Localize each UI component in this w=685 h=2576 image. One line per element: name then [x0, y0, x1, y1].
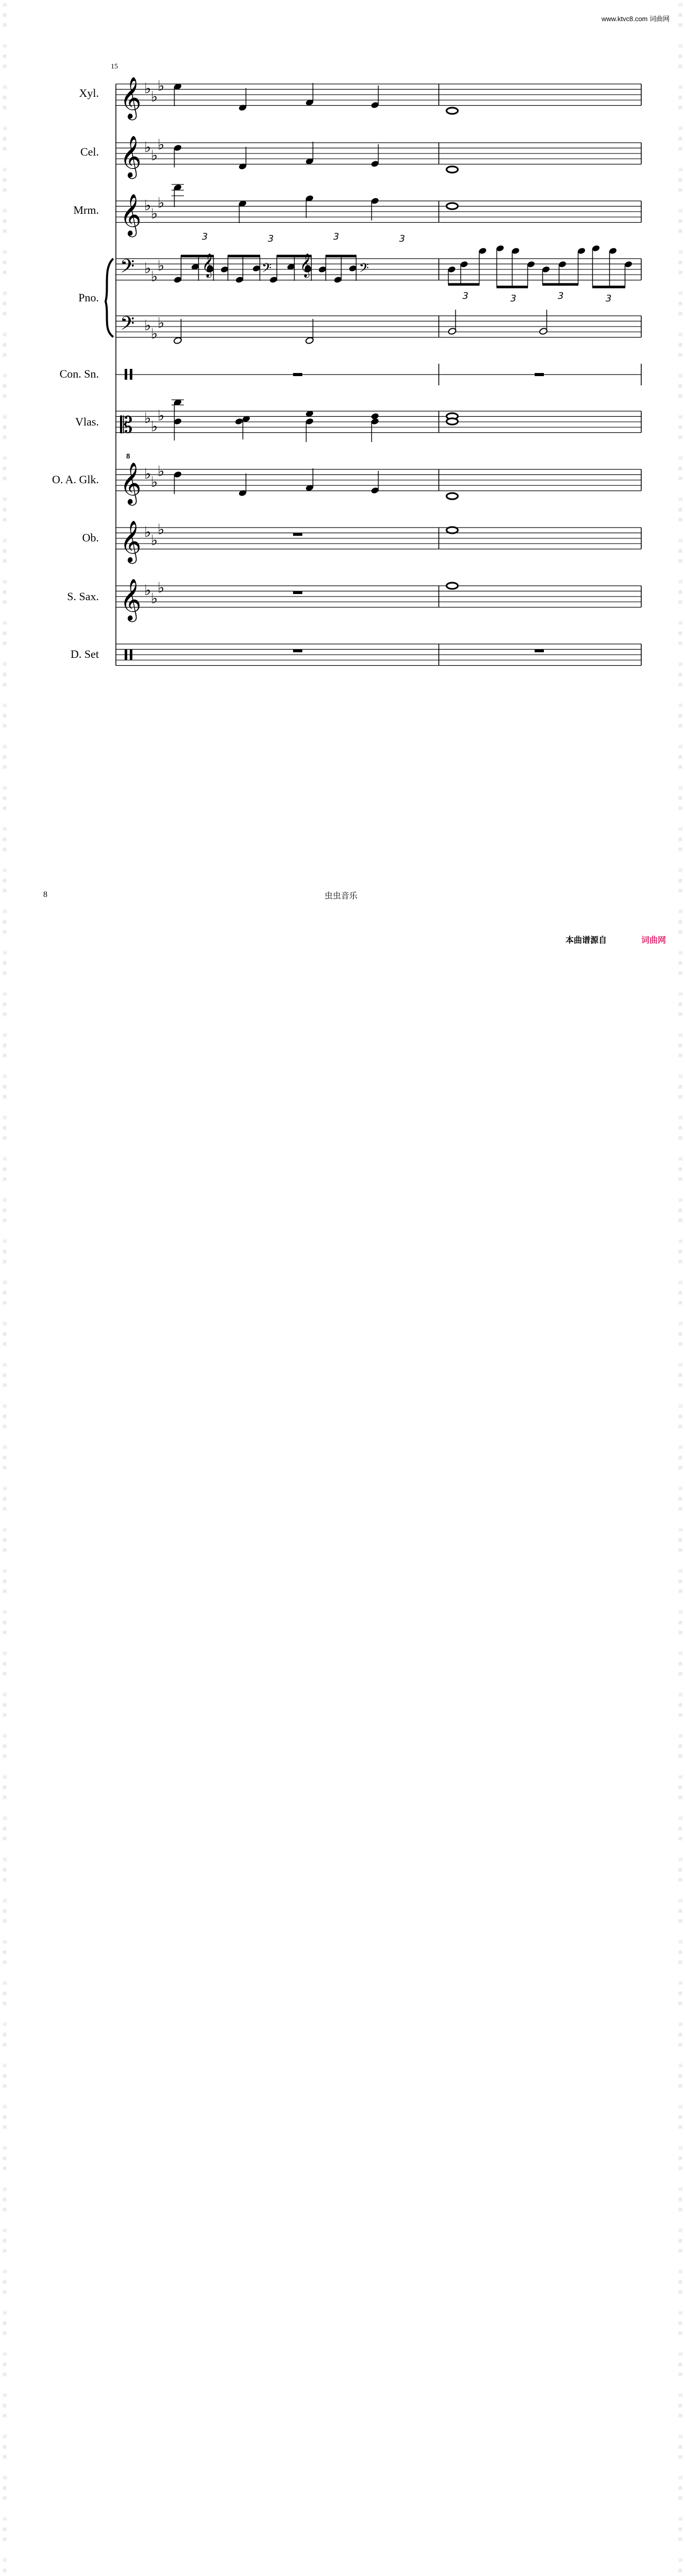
- instrument-label-violas: Vlas.: [75, 415, 99, 428]
- instrument-label-soprano-sax: S. Sax.: [67, 590, 99, 603]
- instrument-label-concert-snare: Con. Sn.: [59, 367, 99, 380]
- flat-icon: ♭: [151, 147, 158, 164]
- flat-icon: ♭: [151, 590, 158, 607]
- treble-clef-icon: 𝄞: [120, 578, 142, 620]
- tuplet-mark: 3: [399, 233, 405, 244]
- grand-staff-brace: [106, 259, 113, 337]
- tuplet-mark: 3: [268, 233, 274, 244]
- flat-icon: ♭: [144, 523, 151, 540]
- staff-lines: [116, 84, 641, 666]
- treble-clef-icon: 𝄞: [120, 76, 142, 118]
- instrument-label-piano: Pno.: [78, 291, 99, 304]
- notation-marks: [106, 76, 633, 660]
- tuplet-mark: 3: [333, 231, 339, 242]
- flat-icon: ♭: [158, 257, 165, 274]
- instrument-label-drum-set: D. Set: [71, 648, 99, 660]
- tuplet-mark: 3: [510, 293, 517, 304]
- octave-mark: 8: [126, 452, 130, 461]
- whole-rest: [535, 373, 544, 376]
- flat-icon: ♭: [144, 80, 151, 97]
- flat-icon: ♭: [158, 314, 165, 331]
- flat-icon: ♭: [151, 418, 158, 435]
- tuplet-mark: 3: [558, 291, 564, 301]
- instrument-label-celesta: Cel.: [80, 145, 99, 158]
- percussion-clef-icon: [125, 649, 127, 660]
- whole-rest: [293, 533, 302, 536]
- treble-clef-icon: 𝄞: [120, 193, 142, 235]
- treble-clef-icon: 𝄞: [120, 135, 142, 177]
- flat-icon: ♭: [158, 77, 165, 94]
- treble-clef-icon: 𝄞: [120, 462, 142, 504]
- footer-center-text: 虫虫音乐: [324, 892, 358, 901]
- flat-icon: ♭: [151, 88, 158, 105]
- flat-icon: ♭: [151, 325, 158, 342]
- whole-note: [447, 203, 458, 209]
- flat-icon: ♭: [158, 136, 165, 153]
- flat-icon: ♭: [144, 139, 151, 156]
- tuplet-mark: 3: [463, 291, 469, 301]
- flat-icon: ♭: [158, 194, 165, 211]
- footer-brand-link[interactable]: 词曲网: [641, 935, 666, 945]
- alto-clef-icon: 𝄡: [120, 412, 133, 438]
- side-watermark-right: 词 曲 网 词 曲 网 词 曲 网 词 曲 网 词 曲 网 词 曲 网 词 曲 网 词 曲 网 词 曲 网 词 曲 网 词 曲 网 词 曲 网 词 曲 网 词 曲 网 词 曲 网 词 曲 网 词 曲 网 词 曲 网 词 曲 网 词 曲 网 词 曲 网 词 曲 网 词 曲 网 词 曲 网 词 曲 网 词 曲 网 词 曲 网 词 曲 网 词 曲 网 词 曲 网 词 曲 网 词 曲 网 词 曲 网 词 曲 网 词 曲 网 词 曲 网 词 曲 网 词 曲 网 词 曲 网 词 曲 网 词 曲 网 词 曲 网 词 曲 网 词 曲 网 词 曲 网 词 曲 网 词 曲 网 词 曲 网 词 曲 网 词 曲 网 词 曲 网 词 曲 网 词 曲 网 词 曲 网 词 曲 网 词 曲 网 词 曲 网 词 曲 网 词 曲 网 词 曲 网 词 曲 网 词 曲 网 词 曲: [678, 3, 682, 2573]
- percussion-clef-icon: [130, 649, 132, 660]
- whole-note: [447, 108, 458, 114]
- whole-note: [447, 418, 458, 425]
- whole-rest: [535, 649, 544, 652]
- flat-icon: ♭: [144, 317, 151, 334]
- flat-icon: ♭: [158, 579, 165, 596]
- flat-icon: ♭: [144, 410, 151, 427]
- flat-icon: ♭: [158, 463, 165, 480]
- notehead: [234, 418, 243, 426]
- treble-clef-icon: 𝄞: [120, 520, 142, 562]
- flat-icon: ♭: [144, 465, 151, 482]
- whole-note: [447, 527, 458, 533]
- instrument-label-glockenspiel: O. A. Glk.: [52, 473, 99, 486]
- measure-number: 15: [111, 63, 118, 71]
- percussion-clef-icon: [130, 369, 132, 380]
- tuplet-mark: 3: [606, 293, 612, 304]
- whole-note: [447, 493, 458, 499]
- flat-icon: ♭: [144, 197, 151, 214]
- flat-icon: ♭: [144, 260, 151, 277]
- instrument-label-marimba: Mrm.: [73, 204, 99, 216]
- flat-icon: ♭: [158, 521, 165, 538]
- whole-note: [447, 583, 458, 589]
- percussion-clef-icon: [125, 369, 127, 380]
- page-number: 8: [43, 890, 47, 899]
- flat-icon: ♭: [144, 582, 151, 599]
- instrument-label-xylophone: Xyl.: [79, 87, 99, 99]
- side-watermark-left: 词 曲 网 词 曲 网 词 曲 网 词 曲 网 词 曲 网 词 曲 网 词 曲 网 词 曲 网 词 曲 网 词 曲 网 词 曲 网 词 曲 网 词 曲 网 词 曲 网 词 曲 网 词 曲 网 词 曲 网 词 曲 网 词 曲 网 词 曲 网 词 曲 网 词 曲 网 词 曲 网 词 曲 网 词 曲 网 词 曲 网 词 曲 网 词 曲 网 词 曲 网 词 曲 网 词 曲 网 词 曲 网 词 曲 网 词 曲 网 词 曲 网 词 曲 网 词 曲 网 词 曲 网 词 曲 网 词 曲 网 词 曲 网 词 曲 网 词 曲 网 词 曲 网 词 曲 网 词 曲 网 词 曲 网 词 曲 网 词 曲 网 词 曲 网 词 曲 网 词 曲 网 词 曲 网 词 曲 网 词 曲 网 词 曲 网 词 曲 网 词 曲 网 词 曲 网 词 曲 网 词 曲 网 词 曲 网 词 曲: [3, 3, 7, 2573]
- whole-rest: [293, 373, 302, 376]
- bass-clef-icon: 𝄢: [359, 261, 369, 279]
- whole-rest: [293, 591, 302, 594]
- treble-clef-icon: 𝄞: [202, 253, 214, 277]
- tuplet-mark: 3: [202, 231, 208, 242]
- bass-clef-icon: 𝄢: [262, 261, 272, 279]
- flat-icon: ♭: [158, 407, 165, 424]
- instrument-label-oboe: Ob.: [82, 531, 99, 544]
- bass-clef-icon: 𝄢: [120, 256, 135, 282]
- treble-clef-icon: 𝄞: [300, 253, 312, 277]
- whole-note: [447, 166, 458, 173]
- whole-rest: [293, 649, 302, 652]
- bass-clef-icon: 𝄢: [120, 313, 135, 339]
- flat-icon: ♭: [151, 205, 158, 222]
- flat-icon: ♭: [151, 473, 158, 490]
- footer-source-label: 本曲谱源自: [566, 935, 607, 945]
- flat-icon: ♭: [151, 268, 158, 285]
- site-url[interactable]: www.ktvc8.com 词曲网: [601, 15, 670, 23]
- flat-icon: ♭: [151, 532, 158, 549]
